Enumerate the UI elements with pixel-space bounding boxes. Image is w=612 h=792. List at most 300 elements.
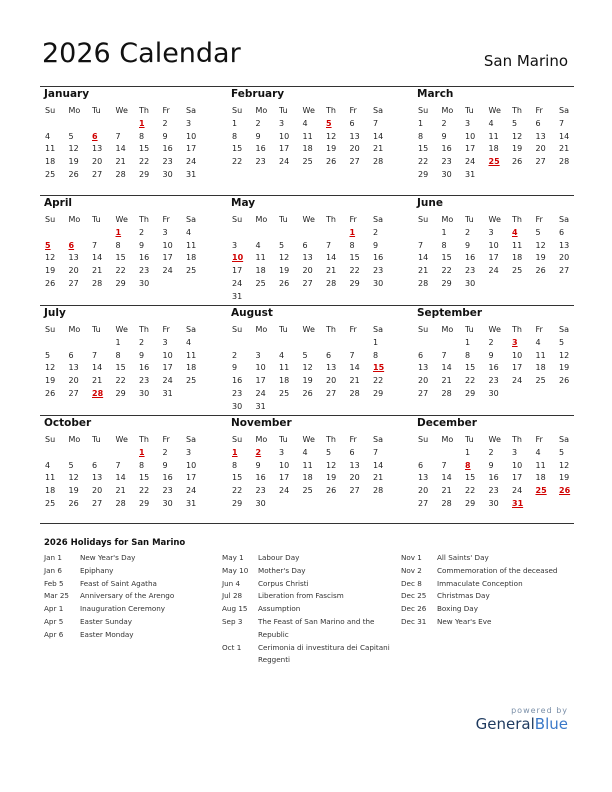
day-cell: 11 [186, 240, 197, 250]
month-name: August [231, 307, 273, 319]
day-cell: 9 [139, 350, 145, 360]
day-cell: 20 [559, 253, 570, 263]
day-cell: 24 [279, 157, 290, 167]
day-cell: 25 [535, 376, 546, 386]
empty-day [439, 447, 463, 460]
day-cell: 3 [465, 118, 471, 128]
weekday-header: Fr [535, 215, 543, 224]
day-cell: 30 [139, 388, 150, 398]
day-cell: 19 [535, 253, 546, 263]
day-cell: 10 [465, 131, 476, 141]
weekday-header: Th [139, 435, 149, 444]
day-cell: 12 [559, 460, 570, 470]
empty-day [276, 337, 300, 350]
empty-day [415, 337, 439, 350]
weekday-header: We [302, 325, 315, 334]
day-cell: 29 [349, 278, 360, 288]
weekday-header: Th [512, 106, 522, 115]
day-cell: 4 [535, 447, 541, 457]
day-cell: 2 [162, 447, 168, 457]
day-cell: 17 [232, 266, 243, 276]
empty-day [347, 337, 371, 350]
day-cell: 22 [232, 157, 243, 167]
weekday-header: Fr [162, 215, 170, 224]
holiday-name: All Saints' Day [437, 553, 489, 562]
day-cell: 2 [488, 337, 494, 347]
day-cell: 21 [441, 376, 452, 386]
day-cell: 17 [255, 376, 266, 386]
day-cell: 25 [186, 376, 197, 386]
day-cell: 23 [255, 157, 266, 167]
day-cell: 8 [441, 240, 447, 250]
empty-day [42, 118, 66, 131]
weekday-header: Tu [465, 435, 474, 444]
holiday-name: Cerimonia di investitura dei Capitani Reggenti [258, 642, 390, 665]
day-cell: 6 [326, 350, 332, 360]
day-cell: 19 [512, 144, 523, 154]
day-cell: 16 [373, 253, 384, 263]
day-cell: 29 [139, 498, 150, 508]
day-cell: 10 [255, 363, 266, 373]
day-cell: 24 [512, 376, 523, 386]
day-cell: 29 [115, 388, 126, 398]
day-cell: 26 [302, 388, 313, 398]
day-cell: 25 [302, 157, 313, 167]
holiday-day: 2 [255, 447, 262, 457]
holiday-date: Jun 4 [222, 578, 241, 588]
holiday-day: 26 [559, 486, 571, 496]
day-cell: 9 [441, 131, 447, 141]
day-cell: 14 [373, 131, 384, 141]
day-cell: 30 [255, 498, 266, 508]
day-cell: 27 [68, 278, 79, 288]
weekday-header: Mo [255, 215, 268, 224]
day-cell: 17 [488, 253, 499, 263]
day-cell: 3 [232, 240, 238, 250]
day-cell: 5 [535, 227, 541, 237]
day-cell: 9 [139, 240, 145, 250]
day-cell: 22 [465, 376, 476, 386]
day-cell: 10 [162, 350, 173, 360]
empty-day [89, 337, 113, 350]
day-cell: 8 [232, 131, 238, 141]
empty-day [300, 227, 324, 240]
holiday-day: 3 [512, 337, 518, 347]
day-cell: 17 [279, 144, 290, 154]
day-cell: 12 [45, 363, 56, 373]
month-name: January [44, 88, 90, 100]
country-name: San Marino [483, 52, 568, 70]
weekday-header: Su [45, 215, 56, 224]
day-cell: 27 [92, 498, 103, 508]
holiday-name: Commemoration of the deceased [437, 565, 558, 575]
day-cell: 15 [349, 253, 360, 263]
day-cell: 18 [45, 157, 56, 167]
day-cell: 25 [45, 498, 56, 508]
day-cell: 26 [512, 157, 523, 167]
day-cell: 21 [373, 473, 384, 483]
holiday-item [44, 603, 214, 616]
day-cell: 28 [559, 157, 570, 167]
day-cell: 1 [115, 337, 121, 347]
empty-day [415, 447, 439, 460]
day-cell: 12 [68, 473, 79, 483]
month-name: July [44, 307, 66, 319]
day-cell: 14 [373, 460, 384, 470]
day-cell: 9 [373, 240, 379, 250]
month-grid [229, 324, 394, 414]
day-cell: 21 [349, 376, 360, 386]
day-cell: 18 [512, 253, 523, 263]
day-cell: 11 [45, 473, 56, 483]
month-grid [229, 105, 394, 169]
day-cell: 17 [162, 253, 173, 263]
day-cell: 17 [186, 473, 197, 483]
day-cell: 13 [326, 363, 337, 373]
day-cell: 9 [232, 363, 238, 373]
empty-day [229, 227, 253, 240]
holiday-date: Apr 1 [44, 604, 64, 614]
day-cell: 19 [45, 376, 56, 386]
day-cell: 30 [162, 169, 173, 179]
day-cell: 16 [162, 144, 173, 154]
day-cell: 26 [535, 266, 546, 276]
empty-day [415, 227, 439, 240]
day-cell: 19 [68, 486, 79, 496]
day-cell: 3 [512, 447, 518, 457]
day-cell: 3 [186, 447, 192, 457]
day-cell: 16 [488, 363, 499, 373]
holiday-item [44, 565, 214, 578]
day-cell: 6 [349, 447, 355, 457]
day-cell: 2 [465, 227, 471, 237]
day-cell: 30 [139, 278, 150, 288]
weekday-header: We [488, 435, 501, 444]
day-cell: 2 [232, 350, 238, 360]
day-cell: 14 [441, 363, 452, 373]
holiday-day: 5 [326, 118, 332, 128]
day-cell: 11 [186, 350, 197, 360]
empty-day [323, 227, 347, 240]
day-cell: 2 [255, 118, 261, 128]
day-cell: 20 [349, 473, 360, 483]
day-cell: 4 [45, 131, 51, 141]
day-cell: 29 [139, 169, 150, 179]
empty-day [229, 337, 253, 350]
day-cell: 23 [162, 486, 173, 496]
day-cell: 2 [139, 337, 145, 347]
holiday-item [44, 629, 214, 642]
day-cell: 8 [115, 240, 121, 250]
holiday-day: 1 [115, 227, 122, 237]
day-cell: 31 [186, 498, 197, 508]
day-cell: 19 [68, 157, 79, 167]
month-name: October [44, 417, 92, 429]
weekday-header: Sa [559, 106, 569, 115]
day-cell: 20 [326, 376, 337, 386]
day-cell: 10 [162, 240, 173, 250]
weekday-header: Th [326, 435, 336, 444]
day-cell: 28 [373, 486, 384, 496]
day-cell: 29 [373, 388, 384, 398]
day-cell: 25 [512, 266, 523, 276]
day-cell: 2 [373, 227, 379, 237]
day-cell: 3 [488, 227, 494, 237]
day-cell: 7 [373, 447, 379, 457]
weekday-header: Mo [255, 106, 268, 115]
empty-day [89, 447, 113, 460]
page-title: 2026 Calendar [42, 38, 241, 69]
day-cell: 18 [279, 376, 290, 386]
day-cell: 4 [186, 337, 192, 347]
day-cell: 20 [418, 486, 429, 496]
day-cell: 7 [373, 118, 379, 128]
day-cell: 5 [279, 240, 285, 250]
empty-day [42, 447, 66, 460]
weekday-header: Su [45, 106, 56, 115]
day-cell: 8 [373, 350, 379, 360]
day-cell: 26 [279, 278, 290, 288]
day-cell: 29 [115, 278, 126, 288]
day-cell: 21 [92, 376, 103, 386]
day-cell: 26 [45, 278, 56, 288]
holiday-date: Jan 6 [44, 565, 62, 575]
day-cell: 29 [441, 278, 452, 288]
day-cell: 14 [92, 363, 103, 373]
day-cell: 20 [68, 266, 79, 276]
holiday-date: Jan 1 [44, 553, 62, 562]
holiday-item [401, 565, 571, 578]
weekday-header: Mo [441, 325, 454, 334]
day-cell: 2 [488, 447, 494, 457]
holiday-day: 25 [488, 157, 500, 167]
day-cell: 6 [559, 227, 565, 237]
day-cell: 1 [465, 447, 471, 457]
empty-day [42, 227, 66, 240]
holiday-name: Epiphany [80, 565, 114, 575]
day-cell: 10 [488, 240, 499, 250]
day-cell: 10 [186, 460, 197, 470]
weekday-header: Th [326, 325, 336, 334]
weekday-header: Th [139, 325, 149, 334]
month-name: February [231, 88, 285, 100]
holiday-name: Anniversary of the Arengo [80, 591, 175, 601]
day-cell: 16 [488, 473, 499, 483]
day-cell: 29 [465, 388, 476, 398]
day-cell: 22 [349, 266, 360, 276]
weekday-header: Fr [349, 215, 357, 224]
day-cell: 26 [45, 388, 56, 398]
day-cell: 8 [349, 240, 355, 250]
weekday-header: Th [139, 106, 149, 115]
day-cell: 19 [302, 376, 313, 386]
holiday-name: Easter Sunday [80, 616, 133, 626]
month-name: December [417, 417, 477, 429]
month-grid [415, 324, 580, 401]
holiday-date: May 1 [222, 553, 244, 562]
day-cell: 27 [349, 157, 360, 167]
day-cell: 16 [139, 253, 150, 263]
holiday-date: Feb 5 [44, 578, 64, 588]
holiday-item [401, 578, 571, 591]
day-cell: 22 [465, 486, 476, 496]
day-cell: 24 [186, 157, 197, 167]
weekday-header: Tu [279, 435, 288, 444]
day-cell: 14 [115, 473, 126, 483]
day-cell: 12 [535, 240, 546, 250]
weekday-header: We [302, 106, 315, 115]
holiday-name: Labour Day [258, 553, 300, 562]
holiday-column [44, 552, 214, 642]
month-name: April [44, 197, 73, 209]
day-cell: 22 [232, 486, 243, 496]
day-cell: 17 [186, 144, 197, 154]
holiday-item [222, 590, 392, 603]
day-cell: 22 [115, 266, 126, 276]
day-cell: 15 [232, 144, 243, 154]
holiday-item [222, 552, 392, 565]
day-cell: 1 [232, 118, 238, 128]
day-cell: 24 [186, 486, 197, 496]
day-cell: 14 [441, 473, 452, 483]
empty-day [66, 337, 90, 350]
holiday-day: 28 [92, 388, 104, 398]
holiday-name: New Year's Eve [437, 616, 492, 626]
day-cell: 20 [302, 266, 313, 276]
day-cell: 31 [465, 169, 476, 179]
weekday-header: Th [326, 106, 336, 115]
day-cell: 9 [162, 460, 168, 470]
weekday-header: Su [418, 435, 429, 444]
day-cell: 26 [326, 157, 337, 167]
day-cell: 11 [45, 144, 56, 154]
day-cell: 19 [326, 144, 337, 154]
holiday-day: 4 [512, 227, 518, 237]
holiday-name: Easter Monday [80, 629, 134, 639]
empty-day [113, 118, 137, 131]
weekday-header: We [115, 435, 128, 444]
weekday-header: We [488, 215, 501, 224]
day-cell: 19 [326, 473, 337, 483]
day-cell: 18 [255, 266, 266, 276]
day-cell: 26 [68, 169, 79, 179]
day-cell: 3 [255, 350, 261, 360]
day-cell: 6 [418, 460, 424, 470]
day-cell: 12 [559, 350, 570, 360]
day-cell: 7 [441, 460, 447, 470]
holiday-item [401, 603, 571, 616]
day-cell: 20 [92, 486, 103, 496]
holiday-item [401, 552, 571, 565]
month-grid [42, 324, 207, 401]
day-cell: 10 [186, 131, 197, 141]
day-cell: 11 [488, 131, 499, 141]
holiday-item [44, 616, 214, 629]
empty-day [89, 227, 113, 240]
day-cell: 26 [326, 486, 337, 496]
holiday-item [44, 552, 214, 565]
weekday-header: Th [512, 215, 522, 224]
holiday-date: Apr 6 [44, 629, 64, 639]
holiday-date: Dec 31 [401, 616, 427, 626]
day-cell: 30 [162, 498, 173, 508]
weekday-header: Sa [186, 106, 196, 115]
day-cell: 14 [418, 253, 429, 263]
weekday-header: Tu [465, 215, 474, 224]
day-cell: 3 [162, 227, 168, 237]
day-cell: 7 [559, 118, 565, 128]
weekday-header: Su [45, 325, 56, 334]
day-cell: 5 [559, 337, 565, 347]
day-cell: 14 [559, 131, 570, 141]
row-divider [40, 195, 574, 196]
empty-day [276, 227, 300, 240]
weekday-header: Tu [92, 435, 101, 444]
day-cell: 9 [162, 131, 168, 141]
day-cell: 30 [488, 388, 499, 398]
day-cell: 17 [512, 473, 523, 483]
holiday-name: Corpus Christi [258, 578, 309, 588]
weekday-header: Sa [186, 325, 196, 334]
day-cell: 25 [45, 169, 56, 179]
day-cell: 5 [326, 447, 332, 457]
day-cell: 23 [139, 376, 150, 386]
day-cell: 18 [488, 144, 499, 154]
holiday-item [44, 578, 214, 591]
day-cell: 13 [68, 253, 79, 263]
holiday-day: 6 [92, 131, 98, 141]
weekday-header: Sa [186, 215, 196, 224]
weekday-header: Fr [162, 435, 170, 444]
day-cell: 28 [326, 278, 337, 288]
weekday-header: Fr [162, 325, 170, 334]
day-cell: 12 [279, 253, 290, 263]
weekday-header: We [488, 325, 501, 334]
day-cell: 4 [279, 350, 285, 360]
weekday-header: We [302, 435, 315, 444]
day-cell: 11 [279, 363, 290, 373]
day-cell: 15 [232, 473, 243, 483]
weekday-header: Su [232, 215, 243, 224]
holiday-day: 10 [232, 253, 244, 263]
day-cell: 11 [255, 253, 266, 263]
month-name: November [231, 417, 292, 429]
day-cell: 18 [186, 363, 197, 373]
day-cell: 28 [441, 498, 452, 508]
weekday-header: Sa [373, 106, 383, 115]
day-cell: 4 [302, 118, 308, 128]
day-cell: 30 [232, 401, 243, 411]
holiday-name: Immaculate Conception [437, 578, 523, 588]
day-cell: 24 [232, 278, 243, 288]
day-cell: 23 [232, 388, 243, 398]
day-cell: 11 [535, 350, 546, 360]
day-cell: 6 [349, 118, 355, 128]
holiday-day: 6 [68, 240, 75, 250]
weekday-header: Fr [162, 106, 170, 115]
day-cell: 23 [139, 266, 150, 276]
day-cell: 29 [465, 498, 476, 508]
holiday-date: Jul 28 [222, 591, 243, 601]
day-cell: 1 [465, 337, 471, 347]
holiday-name: Liberation from Fascism [258, 591, 344, 601]
day-cell: 7 [326, 240, 332, 250]
day-cell: 23 [162, 157, 173, 167]
day-cell: 5 [45, 350, 51, 360]
weekday-header: Tu [92, 106, 101, 115]
day-cell: 11 [302, 460, 313, 470]
weekday-header: Su [418, 325, 429, 334]
